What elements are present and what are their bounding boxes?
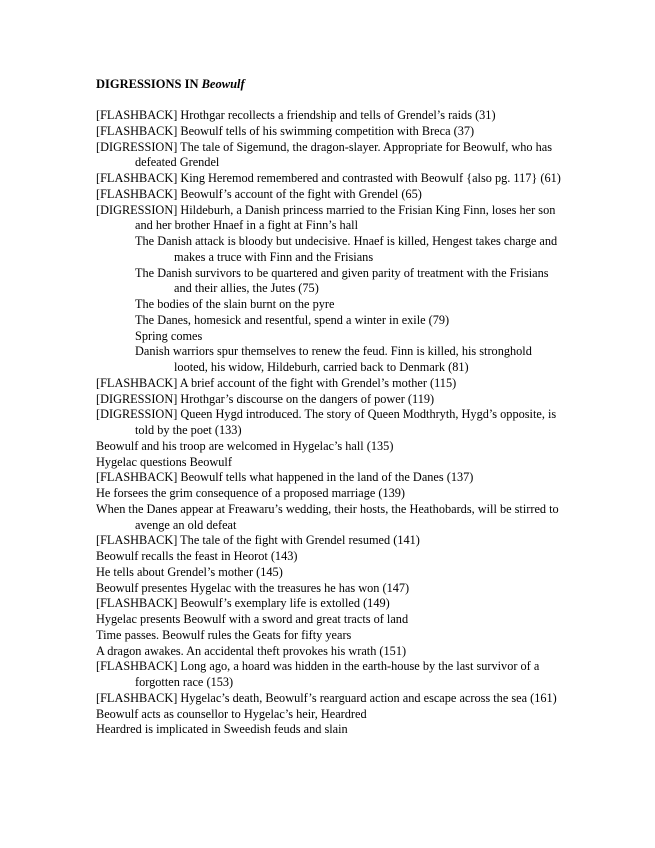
- digressions-list: [96, 108, 566, 738]
- list-entry: [DIGRESSION] Queen Hygd introduced. The story of Queen Modthryth, Hygd’s opposite, is told by the poet (133): [96, 407, 557, 437]
- list-entry: [FLASHBACK] The tale of the fight with Grendel resumed (141): [96, 533, 420, 548]
- list-entry: Beowulf recalls the feast in Heorot (143): [96, 549, 298, 563]
- list-entry: Heardred is implicated in Sweedish feuds and slain: [96, 722, 348, 737]
- document-title: [96, 77, 245, 92]
- list-entry: He forsees the grim consequence of a proposed marriage (139): [96, 486, 406, 500]
- list-entry: [DIGRESSION] Hrothgar’s discourse on the dangers of power (119): [96, 391, 435, 406]
- list-entry: Hygelac questions Beowulf: [96, 454, 232, 469]
- list-entry: [DIGRESSION] The tale of Sigemund, the dragon-slayer. Appropriate for Beowulf, who has defeated Grendel: [96, 139, 553, 170]
- sub-entry: The Danish survivors to be quartered and given parity of treatment with the Frisians and their allies, the Jutes (75): [135, 265, 549, 296]
- list-entry: Beowulf acts as counsellor to Hygelac’s heir, Heardred: [96, 706, 367, 721]
- list-entry: When the Danes appear at Freawaru’s wedding, their hosts, the Heathobards, will be stirred to avenge an old defeat: [96, 501, 559, 532]
- list-entry: Hygelac presents Beowulf with a sword and great tracts of land: [96, 612, 409, 626]
- title-prefix: DIGRESSIONS IN: [96, 77, 199, 91]
- list-entry: [FLASHBACK] Beowulf tells of his swimming competition with Breca (37): [96, 123, 475, 138]
- list-entry: Beowulf presentes Hygelac with the treasures he has won (147): [96, 580, 410, 595]
- list-entry: [FLASHBACK] Hrothgar recollects a friendship and tells of Grendel’s raids (31): [96, 108, 496, 122]
- list-entry: [FLASHBACK] Hygelac’s death, Beowulf’s rearguard action and escape across the sea (161): [96, 690, 557, 705]
- list-entry: Beowulf and his troop are welcomed in Hygelac’s hall (135): [96, 438, 394, 453]
- sub-entry: The Danes, homesick and resentful, spend a winter in exile (79): [135, 312, 450, 327]
- list-entry: [FLASHBACK] Beowulf’s exemplary life is extolled (149): [96, 596, 390, 611]
- sub-entry: The Danish attack is bloody but undecisive. Hnaef is killed, Hengest takes charge and makes a truce with Finn and the Frisians: [135, 234, 558, 264]
- list-entry: [FLASHBACK] Long ago, a hoard was hidden in the earth-house by the last survivor of a forgotten race (153): [96, 659, 540, 689]
- list-entry: He tells about Grendel’s mother (145): [96, 564, 283, 579]
- list-entry: Time passes. Beowulf rules the Geats for fifty years: [96, 627, 352, 642]
- sub-entry: Danish warriors spur themselves to renew the feud. Finn is killed, his stronghold looted, his widow, Hildeburh, carried back to Denmark (81): [135, 344, 532, 374]
- list-entry: [FLASHBACK] Beowulf tells what happened in the land of the Danes (137): [96, 470, 474, 485]
- sub-entry: The bodies of the slain burnt on the pyre: [135, 297, 335, 311]
- list-entry: [FLASHBACK] A brief account of the fight with Grendel’s mother (115): [96, 375, 457, 390]
- sub-entry: Spring comes: [135, 328, 203, 343]
- list-entry: [FLASHBACK] Beowulf’s account of the fight with Grendel (65): [96, 186, 422, 201]
- list-entry: A dragon awakes. An accidental theft provokes his wrath (151): [96, 643, 407, 658]
- list-entry: [FLASHBACK] King Heremod remembered and contrasted with Beowulf {also pg. 117} (61): [96, 171, 561, 185]
- title-work: Beowulf: [201, 77, 245, 91]
- list-entry: [DIGRESSION] Hildeburh, a Danish princess married to the Frisian King Finn, loses her son and her brother Hnaef in a fight at Finn’s hall: [96, 202, 556, 233]
